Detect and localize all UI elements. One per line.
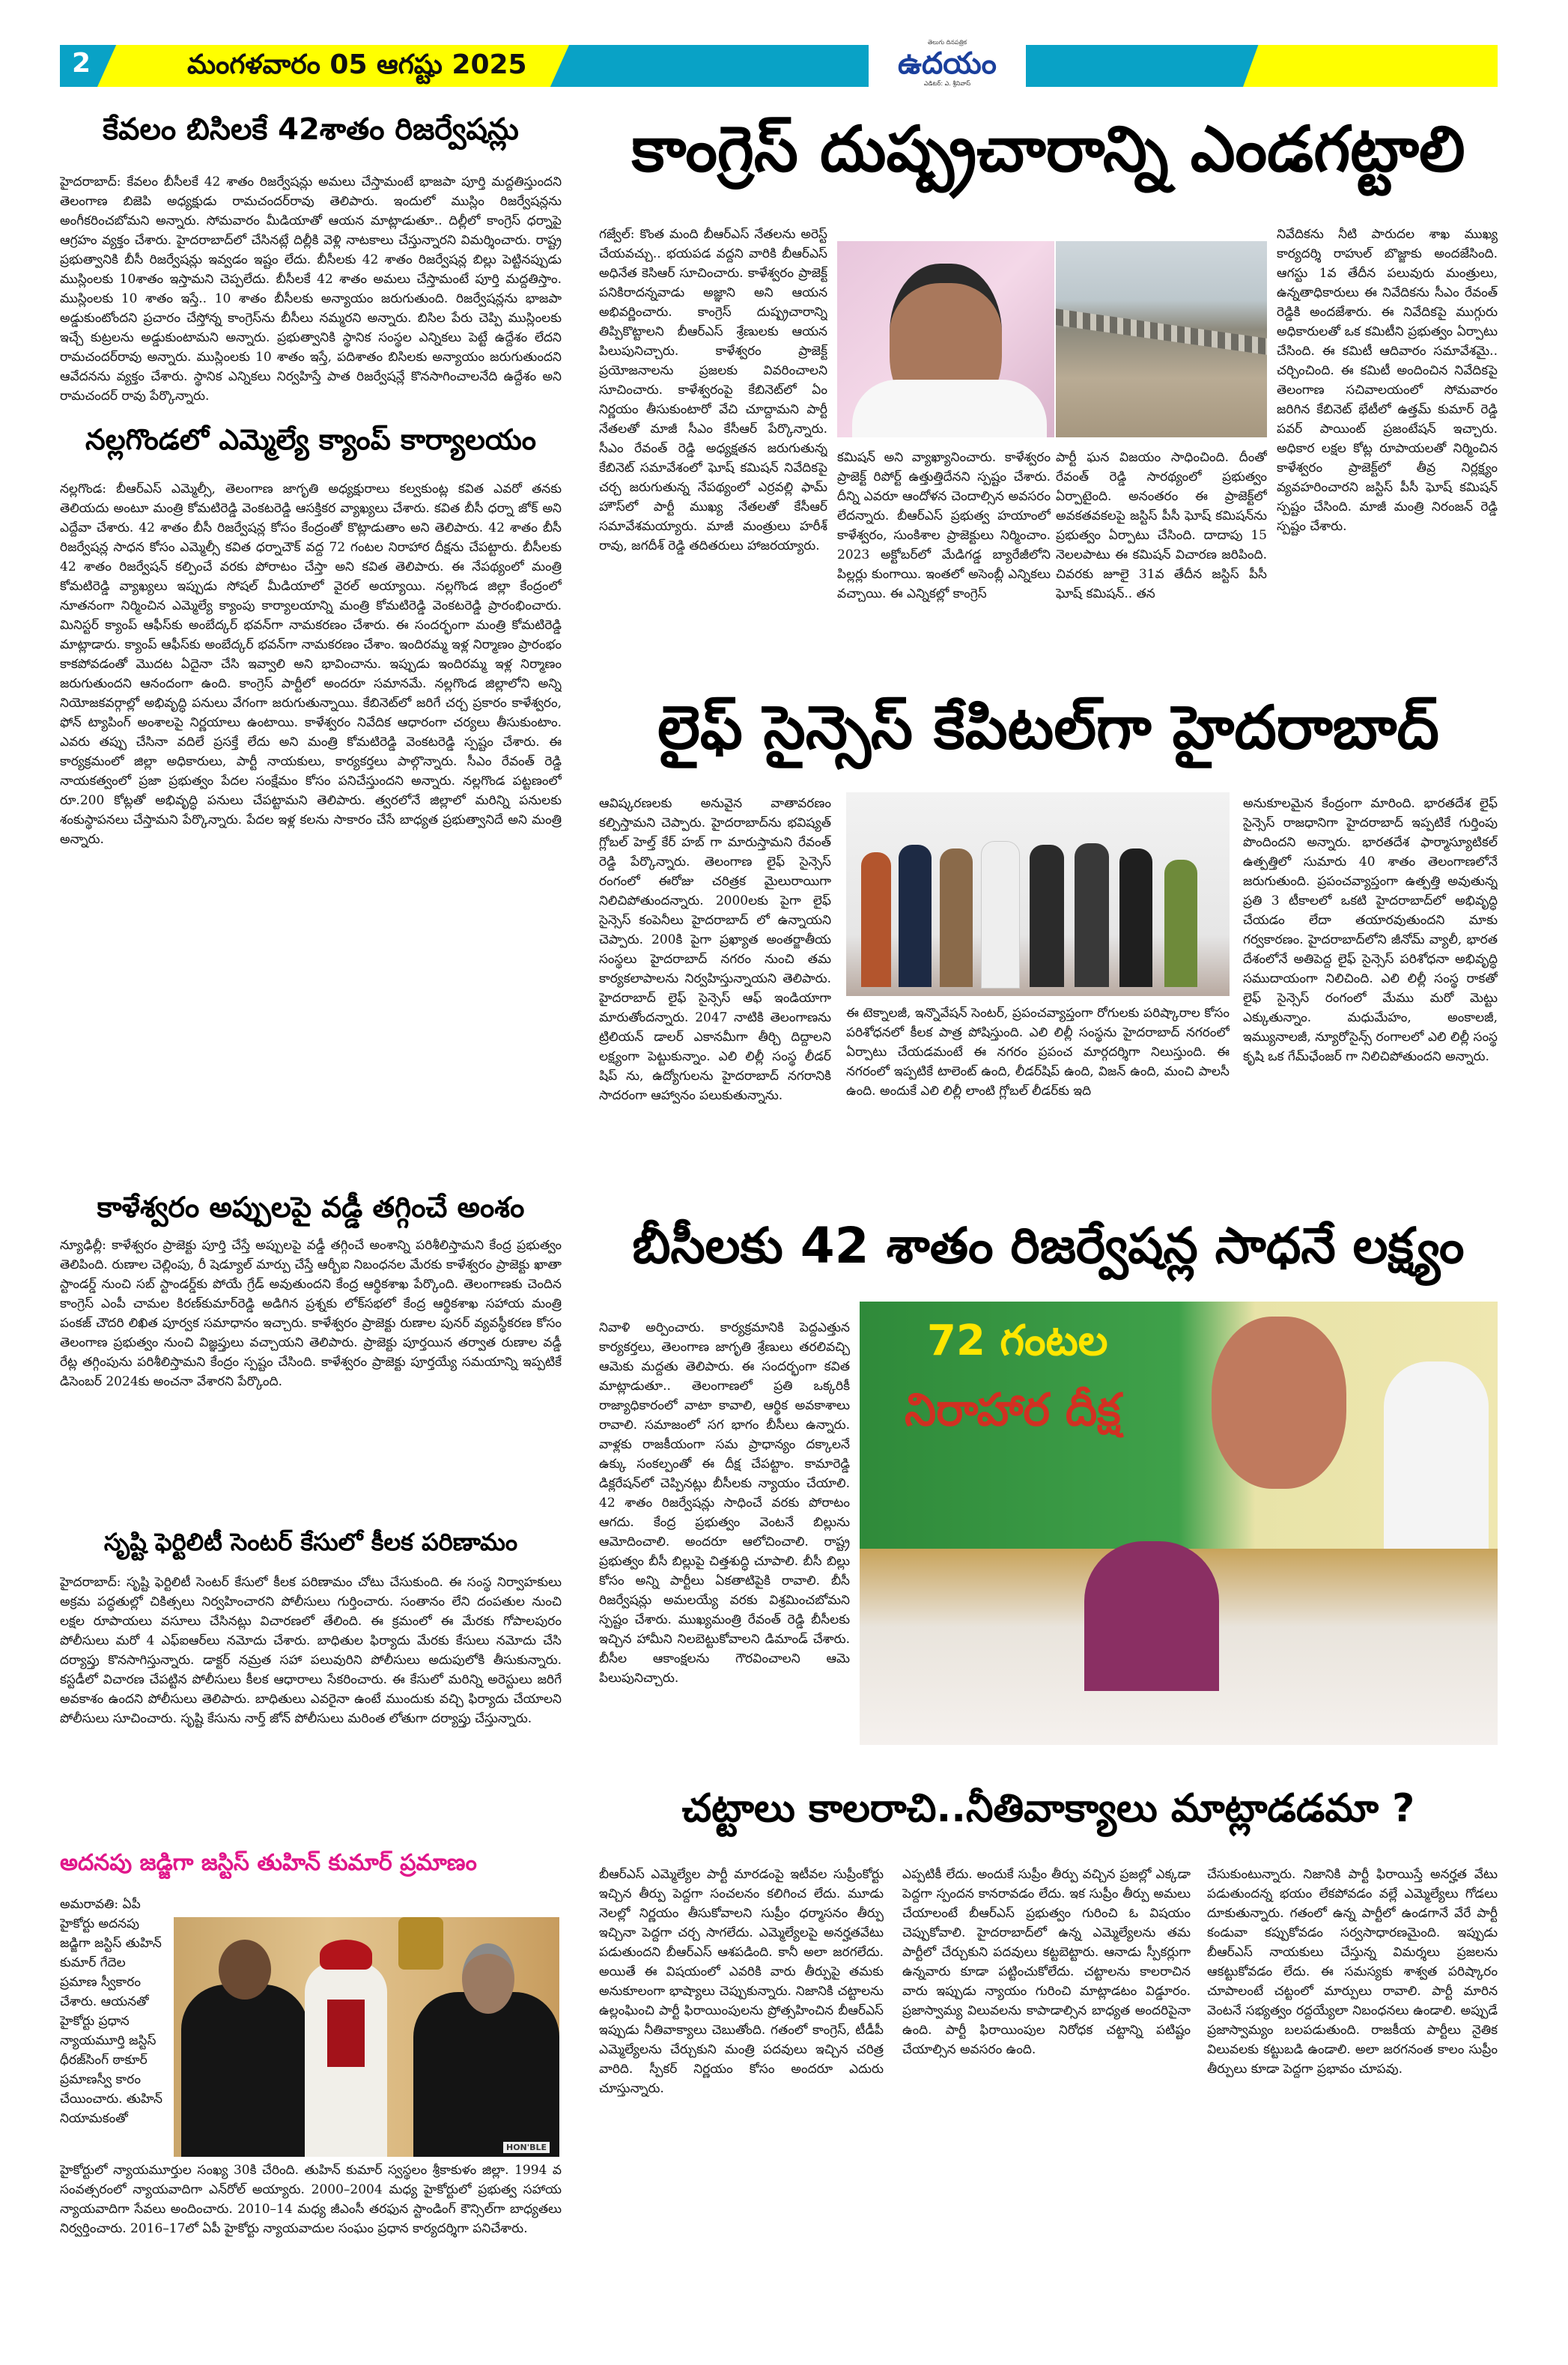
page-number: 2 (72, 48, 91, 79)
newspaper-logo (869, 37, 1026, 93)
article-nalgonda-body: నల్లగొండ: బీఆర్‌ఎస్ ఎమ్మెల్సీ, తెలంగాణ జాగృతి అధ్యక్షురాలు కల్వకుంట్ల కవిత ఎవరో తనకు తెలియదు అంటూ మంత్రి కోమటిరెడ్డి వెంకటరెడ్డి ఆసక్తికర వ్యాఖ్యలు చేశారు. కవిత బీసీ ధర్నా జోక్ అని ఎద్దేవా చేశారు. 42 శాతం బీసీ రిజర్వేషన్ల కోసం కేంద్రంతో కొట్లాడుతాం అని తెలిపారు. 42 శాతం బీసీ రిజర్వేషన్ల సాధన కోసం ఎమ్మెల్సీ కవిత ధర్నాచౌక్ వద్ద 72 గంటల నిరాహార దీక్షను చేపట్టారు. బీసీలకు 42 శాతం రిజర్వేషన్ కల్పించే వరకు పోరాటం చేస్తా అని కవిత తెలిపారు. ఈ నేపథ్యంలో మంత్రి కోమటిరెడ్డి వ్యాఖ్యలు ఇప్పుడు సోషల్ మీడియాలో వైరల్ అయ్యాయి. నల్లగొండ జిల్లా కేంద్రంలో నూతనంగా నిర్మించిన ఎమ్మెల్యే క్యాంపు కార్యాలయాన్ని మంత్రి కోమటిరెడ్డి వెంకటరెడ్డి ప్రారంభించారు. మినిస్టర్ క్యాంప్ ఆఫీస్‌కు అంబేద్కర్ భవన్‌గా నామకరణం చేశారు. ఈ సందర్భంగా మంత్రి కోమటిరెడ్డి మాట్లాడారు. క్యాంప్ ఆఫీస్‌కు అంబేద్కర్ భవన్‌గా నామకరణం చేశాం. ఇందిరమ్మ ఇళ్ల నిర్మాణం ప్రారంభం కాకపోవడంతో మొదట ఏదైనా చేసి ఇవ్వాలి అని భావించాను. ఇప్పుడు ఇందిరమ్మ ఇళ్ల నిర్మాణం జరుగుతుందని ఆనందంగా ఉంది. కాంగ్రెస్ పార్టీలో అందరూ సమానమే. నల్లగొండ జిల్లాలోని అన్ని నియోజకవర్గాల్లో అభివృద్ధి పనులు వేగంగా జరుగుతున్నాయి. కేబినెట్‌లో జరిగే చర్చ ప్రకారం కాళేశ్వరం, ఫోన్ ట్యాపింగ్ అంశాలపై నిర్ణయాలు ఉంటాయి. కాళేశ్వరం నివేదిక ఆధారంగా చర్యలు తీసుకుంటాం. ఎవరు తప్పు చేసినా వదిలే ప్రసక్తే లేదు అని మంత్రి కోమటిరెడ్డి వెంకటరెడ్డి స్పష్టం చేశారు. ఈ కార్యక్రమంలో జిల్లా అధికారులు, పార్టీ నాయకులు, కార్యకర్తలు పాల్గొన్నారు. సీఎం రేవంత్ రెడ్డి నాయకత్వంలో ప్రజా ప్రభుత్వం పేదల సంక్షేమం కోసం పనిచేస్తుందని అన్నారు. నల్లగొండ పట్టణంలో రూ.200 కోట్లతో అభివృద్ధి పనులు చేపట్టామని తెలిపారు. త్వరలోనే జిల్లాలో మరిన్ని పనులకు శంకుస్థాపనలు చేస్తామని పేర్కొన్నారు. పేదల ఇళ్ల కలను సాకారం చేసే బాధ్యత ప్రభుత్వానిదే అని మంత్రి అన్నారు. (60, 482, 562, 847)
person-1 (861, 852, 891, 987)
masthead-right-strip (1243, 45, 1498, 87)
kavitha-seated-figure (1084, 1541, 1219, 1691)
barrage-structure (1056, 309, 1267, 355)
life-sciences-col2: ఈ టెక్నాలజీ, ఇన్నొవేషన్ సెంటర్, ప్రపంచవ్యాప్తంగా రోగులకు పరిష్కారాల కోసం పరిశోధనలో కీలక పాత్ర పోషిస్తుంది. ఎలి లిల్లీ సంస్థను హైదరాబాద్ నగరంలో ఏర్పాటు చేయడమంటే ఈ నగరం ప్రపంచ మార్గదర్శిగా నిలుస్తుంది. ఈ నగరంలో ఇప్పటికే టాలెంట్ ఉంది, లీడర్‌షిప్ ఉంది, విజన్ ఉంది, మంచి పాలసీ ఉంది. అందుకే ఎలి లిల్లీ లాంటి గ్లోబల్ లీడర్‌కు ఇది (846, 1006, 1230, 1099)
judge-left-figure (181, 1985, 309, 2157)
article-tuhin-caption: అమరావతి: ఏపీ హైకోర్టు అదనపు జడ్జిగా జస్టిస్ తుహిన్ కుమార్ గేదెల ప్రమాణ స్వీకారం చేశారు. ఆయనతో హైకోర్టు ప్రధాన న్యాయమూర్తి జస్టిస్ ధీరజ్‌సింగ్ ఠాకూర్ ప్రమాణస్వీ కారం చేయించారు. తుహిన్ నియామకంతో (60, 1897, 162, 2126)
headline-bc-42-percent: కేవలం బిసిలకే 42శాతం రిజర్వేషన్లు (103, 112, 519, 147)
eli-lilly-event-photo (846, 792, 1230, 996)
chief-justice-head (462, 1943, 514, 2014)
person-4-cm (981, 841, 1020, 989)
headline-justice-tuhin-kumar: అదనపు జడ్జిగా జస్టిస్ తుహిన్ కుమార్ ప్రమాణం (60, 1850, 477, 1876)
nameplate-text: HON'BLE (503, 2142, 550, 2153)
person-2 (899, 845, 932, 987)
editorial-col2: ఎప్పటికీ లేదు. అందుకే సుప్రీం తీర్పు వచ్చిన ప్రజల్లో ఎక్కడా పెద్దగా స్పందన కానరావడం లేదు. ఇక సుప్రీం తీర్పు అమలు చేయాలంటే బీఆర్‌ఎస్ ప్రభుత్వం గురించి ఓ విషయం చెప్పుకోవాలి. హైదరాబాద్‌లో ఉన్న ఎమ్మెల్యేలను తమ పార్టీలో చేర్చుకుని పదవులు కట్టబెట్టారు. ఆనాడు స్పీకర్లుగా ఉన్నవారు కూడా పట్టించుకోలేదు. చట్టాలను కాలరాచిన వారు ఇప్పుడు న్యాయం గురించి మాట్లాడటం విడ్డూరం. ప్రజాస్వామ్య విలువలను కాపాడాల్సిన బాధ్యత అందరిపైనా ఉంది. పార్టీ ఫిరాయింపుల నిరోధక చట్టాన్ని పటిష్టం చేయాల్సిన అవసరం ఉంది. (902, 1867, 1191, 2057)
headline-laws-editorial: చట్టాలు కాలరాచి..నీతివాక్యాలు మాట్లాడడమా ? (681, 1786, 1415, 1831)
person-6 (1075, 843, 1109, 987)
person-7 (1119, 848, 1152, 987)
person-3 (940, 848, 973, 987)
judge-left-head (219, 1940, 271, 2000)
state-emblem (398, 1917, 443, 1970)
attendant-turban (320, 1940, 372, 1970)
headline-nalgonda-camp-office: నల్లగొండలో ఎమ్మెల్యే క్యాంప్ కార్యాలయం (85, 423, 536, 456)
headline-srushti-fertility: సృష్టి ఫెర్టిలిటీ సెంటర్ కేసులో కీలక పరిణామం (103, 1528, 518, 1556)
logo-editor: ఎడిటర్: ఎ. శ్రీనివాస్ (923, 80, 971, 87)
medigadda-barrage-photo (1056, 241, 1267, 437)
headline-bc-reservations-goal: బీసీలకు 42 శాతం రిజర్వేషన్ల సాధనే లక్ష్యం (632, 1217, 1465, 1275)
lead-body-col2: కమిషన్ అని వ్యాఖ్యానించారు. కాళేశ్వరం ప్రాజెక్ట్ రిపోర్ట్ ఉత్తుత్తిదేనని స్పష్టం చేశారు. దీన్ని ఎవరూ ఆందోళన చెందాల్సిన అవసరం లేదన్నారు. బీఆర్‌ఎస్ ప్రభుత్వ హయాంలో కాళేశ్వరం, సుంకిశాల ప్రాజెక్టులు నిర్మించాం. 2023 అక్టోబర్‌లో మేడిగడ్డ బ్యారేజీలోని పిల్లర్లు కుంగాయి. ఇంతలో అసెంబ్లీ ఎన్నికలు వచ్చాయి. ఈ ఎన్నికల్లో కాంగ్రెస్ (837, 450, 1051, 601)
logo-name: ఉదయం (898, 46, 997, 81)
issue-date: మంగళవారం 05 ఆగష్టు 2025 (187, 49, 527, 80)
kavitha-deeksha-photo (860, 1302, 1498, 1745)
attendant-sash (327, 2000, 365, 2067)
kcr-photo (837, 241, 1054, 437)
kcr-white-shirt (852, 380, 1047, 437)
editorial-col3: చేసుకుంటున్నారు. నిజానికి పార్టీ ఫిరాయిస్తే అనర్హత వేటు పడుతుందన్న భయం లేకపోవడం వల్లే ఎమ్మెల్యేలు గోడలు దూకుతున్నారు. గతంలో ఉన్న పార్టీలో ఉండగానే వేరే పార్టీ కండువా కప్పుకోవడం సర్వసాధారణమైంది. ఇప్పుడు బీఆర్‌ఎస్ నాయకులు చేస్తున్న విమర్శలు ప్రజలను ఆకట్టుకోవడం లేదు. ఈ సమస్యకు శాశ్వత పరిష్కారం చూపాలంటే చట్టంలో మార్పులు రావాలి. పార్టీ మారిన వెంటనే సభ్యత్వం రద్దయ్యేలా నిబంధనలు ఉండాలి. అప్పుడే ప్రజాస్వామ్యం బలపడుతుంది. రాజకీయ పార్టీలు నైతిక విలువలకు కట్టుబడి ఉండాలి. అలా జరగనంత కాలం సుప్రీం తీర్పులు కూడా పెద్దగా ప్రభావం చూపవు. (1207, 1867, 1498, 2077)
person-5 (1030, 845, 1064, 987)
headline-life-sciences: లైఫ్ సైన్సెస్ కేపిటల్‌గా హైదరాబాద్ (657, 693, 1439, 762)
swearing-in-photo (174, 1917, 559, 2157)
article-kaleshwaram-body: న్యూఢిల్లీ: కాళేశ్వరం ప్రాజెక్టు పూర్తి చేస్తే అప్పులపై వడ్డీ తగ్గించే అంశాన్ని పరిశీలిస్తామని కేంద్ర ప్రభుత్వం తెలిపింది. రుణాల చెల్లింపు, రీ షెడ్యూల్ మార్పు చేస్తే ఆర్బీఐ నిబంధనల మేరకు కాళేశ్వరం ప్రాజెక్టు ఖాతా స్టాండర్డ్ నుంచి సబ్ స్టాండర్డ్‌కు పోయే గ్రేడ్ అవుతుందని కేంద్ర ఆర్థికశాఖ పేర్కొంది. తెలంగాణకు చెందిన కాంగ్రెస్ ఎంపీ చామల కిరణ్‌కుమార్‌రెడ్డి అడిగిన ప్రశ్నకు లోక్‌సభలో కేంద్ర ఆర్థికశాఖ సహాయ మంత్రి పంకజ్ చౌదరి లిఖిత పూర్వక సమాధానం ఇచ్చారు. కాళేశ్వరం ప్రాజెక్టు రుణాల పునర్ వ్యవస్థీకరణ కోసం తెలంగాణ ప్రభుత్వం నుంచి విజ్ఞప్తులు వచ్చాయని తెలిపారు. ప్రాజెక్టు పూర్తయిన తర్వాత రుణాల వడ్డీ రేట్ల తగ్గింపును పరిశీలిస్తామని కేంద్రం స్పష్టం చేసింది. కాళేశ్వరం ప్రాజెక్టు పూర్తయ్యే సమయాన్ని ఇప్పటికే డిసెంబర్ 2024కు అంచనా వేశారని పేర్కొంది. (60, 1238, 562, 1389)
logo-tagline: తెలుగు దినపత్రిక (927, 39, 967, 46)
life-sciences-col1: ఆవిష్కరణలకు అనువైన వాతావరణం కల్పిస్తామని చెప్పారు. హైదరాబాద్‌ను భవిష్యత్ గ్లోబల్ హెల్త్ కేర్ హబ్ గా మారుస్తామని రేవంత్ రెడ్డి పేర్కొన్నారు. తెలంగాణ లైఫ్ సైన్సెస్ రంగంలో ఈరోజు చరిత్రక మైలురాయిగా నిలిచిపోతుందన్నారు. 2000లకు పైగా లైఫ్ సైన్సెస్ కంపెనీలు హైదరాబాద్ లో ఉన్నాయని చెప్పారు. 200కి పైగా ప్రఖ్యాత అంతర్జాతీయ సంస్థలు హైదరాబాద్ నగరం నుంచి తమ కార్యకలాపాలను నిర్వహిస్తున్నాయని తెలిపారు. హైదరాబాద్ లైఫ్ సైన్సెస్ ఆఫ్ ఇండియాగా మారుతోందన్నారు. 2047 నాటికి తెలంగాణను ట్రిలియన్ డాలర్ ఎకానమీగా తీర్చి దిద్దాలని లక్ష్యంగా పెట్టుకున్నాం. ఎలి లిల్లీ సంస్థ లీడర్ షిప్ ను, ఉద్యోగులను హైదరాబాద్ నగరానికి సాదరంగా ఆహ్వానం పలుకుతున్నాను. (599, 796, 831, 1103)
kavitha-banner-figure (1212, 1317, 1346, 1489)
editorial-col1: బీఆర్‌ఎస్ ఎమ్మెల్యేల పార్టీ మారడంపై ఇటీవల సుప్రీంకోర్టు ఇచ్చిన తీర్పు పెద్దగా సంచలనం కలిగించ లేదు. మూడు నెలల్లో నిర్ణయం తీసుకోవాలని సుప్రీం ధర్మాసనం తీర్పు ఇచ్చినా పెద్దగా చర్చ సాగలేదు. ఎమ్మెల్యేలపై అనర్హతవేటు పడుతుందని బీఆర్‌ఎస్ ఆశపడింది. కానీ అలా జరగలేదు. అయితే ఈ విషయంలో ఎవరికి వారు తీర్పుపై తమకు అనుకూలంగా భాష్యాలు చెప్పుకున్నారు. నిజానికి చట్టాలను ఉల్లంఘించి పార్టీ ఫిరాయింపులను ప్రోత్సహించిన బీఆర్‌ఎస్ ఇప్పుడు నీతివాక్యాలు చెబుతోంది. గతంలో కాంగ్రెస్, టీడీపీ ఎమ్మెల్యేలను చేర్చుకుని మంత్రి పదవులు ఇచ్చిన చరిత్ర వారిది. స్పీకర్ నిర్ణయం కోసం అందరూ ఎదురు చూస్తున్నారు. (599, 1867, 884, 2096)
lead-body-col3: పార్టీ ఘన విజయం సాధించింది. దీంతో రేవంత్ రెడ్డి సారథ్యంలో ప్రభుత్వం ఏర్పాటైంది. అనంతరం ఈ ప్రాజెక్ట్‌లో అవకతవకలపై జస్టిస్ పీసీ ఘోష్ కమిషన్‌ను ప్రభుత్వం ఏర్పాటు చేసింది. దాదాపు 15 నెలలపాటు ఈ కమిషన్ విచారణ జరిపింది. చివరకు జూలై 31వ తేదీన జస్టిస్ పీసీ ఘోష్ కమిషన్.. తన (1056, 450, 1267, 601)
life-sciences-col3: అనుకూలమైన కేంద్రంగా మారింది. భారతదేశ లైఫ్ సైన్సెస్ రాజధానిగా హైదరాబాద్ ఇప్పటికే గుర్తింపు పొందిందని అన్నారు. భారతదేశ ఫార్మాస్యూటికల్ ఉత్పత్తిలో సుమారు 40 శాతం తెలంగాణలోనే జరుగుతుంది. ప్రపంచవ్యాప్తంగా ఉత్పత్తి అవుతున్న ప్రతి 3 టీకాలలో ఒకటి హైదరాబాద్‌లో అభివృద్ధి చేయడం లేదా తయారవుతుందని మాకు గర్వకారణం. హైదరాబాద్‌లోని జీనోమ్ వ్యాలీ, భారత దేశంలోనే అతిపెద్ద లైఫ్ సైన్సెస్ పరిశోధనా అభివృద్ధి సముదాయంగా నిలిచింది. ఎలి లిల్లీ సంస్థ రాకతో లైఫ్ సైన్సెస్ రంగంలో మేము మరో మెట్టు ఎక్కుతున్నాం. మధుమేహం, అంకాలజీ, ఇమ్యునాలజీ, న్యూరోసైన్స్ రంగాలలో ఎలి లిల్లీ సంస్థ కృషి ఒక గేమ్‌ఛేంజర్ గా నిలిచిపోతుందని అన్నారు. (1243, 796, 1498, 1064)
lead-body-col4: నివేదికను నీటి పారుదల శాఖ ముఖ్య కార్యదర్శి రాహుల్ బొజ్జాకు అందజేసింది. ఆగస్టు 1వ తేదీన పలువురు మంత్రులు, ఉన్నతాధికారులు ఈ నివేదికను సీఎం రేవంత్ రెడ్డికి అందజేశారు. ఈ నివేదికపై ముగ్గురు అధికారులతో ఒక కమిటీని ప్రభుత్వం ఏర్పాటు చేసింది. ఈ కమిటీ ఆదివారం సమావేశమై.. చర్చించింది. ఈ కమిటీ అందించిన నివేదికపై తెలంగాణ సచివాలయంలో సోమవారం జరిగిన కేబినెట్ భేటీలో ఉత్తమ్ కుమార్ రెడ్డి పవర్ పాయింట్ ప్రజంటేషన్ ఇచ్చారు. అధికార లక్షల కోట్ల రూపాయలతో నిర్మించిన కాళేశ్వరం ప్రాజెక్ట్‌లో తీవ్ర నిర్లక్ష్యం వ్యవహరించారని జస్టిస్ పీసీ ఘోష్ కమిషన్ స్పష్టం చేసింది. మాజీ మంత్రి నిరంజన్ రెడ్డి స్పష్టం చేశారు. (1277, 227, 1498, 534)
chief-justice-figure (413, 1992, 559, 2157)
bc-reservations-body: నివాళి అర్పించారు. కార్యక్రమానికి పెద్దఎత్తున కార్యకర్తలు, తెలంగాణ జాగృతి శ్రేణులు తరలివచ్చి ఆమెకు మద్దతు తెలిపారు. ఈ సందర్భంగా కవిత మాట్లాడుతూ.. తెలంగాణలో ప్రతి ఒక్కరికీ రాజ్యాధికారంలో వాటా కావాలి, ఆర్థిక అవకాశాలు రావాలి. సమాజంలో సగ భాగం బీసీలు ఉన్నారు. వాళ్లకు రాజకీయంగా సమ ప్రాధాన్యం దక్కాలనే ఉక్కు సంకల్పంతో ఈ దీక్ష చేపట్టాం. కామారెడ్డి డిక్లరేషన్‌లో చెప్పినట్లు బీసీలకు న్యాయం చేయాలి. 42 శాతం రిజర్వేషన్లు సాధించే వరకు పోరాటం ఆగదు. కేంద్ర ప్రభుత్వం వెంటనే బిల్లును ఆమోదించాలి. అందరూ ఆలోచించాలి. రాష్ట్ర ప్రభుత్వం బీసీ బిల్లుపై చిత్తశుద్ధి చూపాలి. బీసీ బిల్లు కోసం అన్ని పార్టీలు ఏకతాటిపైకి రావాలి. బీసీ రిజర్వేషన్లు అమలయ్యే వరకు విశ్రమించబోమని స్పష్టం చేశారు. ముఖ్యమంత్రి రేవంత్ రెడ్డి బీసీలకు ఇచ్చిన హామీని నిలబెట్టుకోవాలని డిమాండ్ చేశారు. బీసీల ఆకాంక్షలను గౌరవించాలని ఆమె పిలుపునిచ్చారు. (599, 1320, 850, 1686)
article-srushti-body: హైదరాబాద్: సృష్టి ఫెర్టిలిటీ సెంటర్ కేసులో కీలక పరిణామం చోటు చేసుకుంది. ఈ సంస్థ నిర్వాహకులు అక్రమ పద్ధతుల్లో చికిత్సలు నిర్వహించారని పోలీసులు గుర్తించారు. సంతానం లేని దంపతుల నుంచి లక్షల రూపాయలు వసూలు చేసినట్లు విచారణలో తేలింది. ఈ క్రమంలో ఈ మేరకు గోపాలపురం పోలీసులు మరో 4 ఎఫ్‌ఐఆర్‌లు నమోదు చేశారు. బాధితుల ఫిర్యాదు మేరకు కేసులు నమోదు చేసి దర్యాప్తు కొనసాగిస్తున్నారు. డాక్టర్ నమ్రత సహా పలువురిని పోలీసులు అదుపులోకి తీసుకున్నారు. కస్టడీలో విచారణ చేపట్టిన పోలీసులు కీలక ఆధారాలు సేకరించారు. ఈ కేసులో మరిన్ని అరెస్టులు జరిగే అవకాశం ఉందని పోలీసులు తెలిపారు. బాధితులు ఎవరైనా ఉంటే ముందుకు వచ్చి ఫిర్యాదు చేయాలని పోలీసులు సూచించారు. సృష్టి కేసును నార్త్ జోన్ పోలీసులు మరింత లోతుగా దర్యాప్తు చేస్తున్నారు. (60, 1575, 562, 1726)
banner-hunger-strike: నిరాహార దీక్ష (905, 1384, 1121, 1436)
person-8 (1164, 860, 1197, 987)
headline-congress-propaganda: కాంగ్రెస్ దుష్ప్రచారాన్ని ఎండగట్టాలి (631, 112, 1465, 186)
headline-kaleshwaram-interest: కాళేశ్వరం అప్పులపై వడ్డీ తగ్గించే అంశం (97, 1191, 525, 1224)
article-tuhin-body: హైకోర్టులో న్యాయమూర్తుల సంఖ్య 30కి చేరింది. తుహిన్ కుమార్ స్వస్థలం శ్రీకాకుళం జిల్లా. 1994 వ సంవత్సరంలో న్యాయవాదిగా ఎన్‌రోల్ అయ్యారు. 2000–2004 మధ్య హైకోర్టులో ప్రభుత్వ సహాయ న్యాయవాదిగా సేవలు అందించారు. 2010–14 మధ్య జీఎంసీ తరఫున స్టాండింగ్ కౌన్సిల్‌గా బాధ్యతలు నిర్వర్తించారు. 2016–17లో ఏపీ హైకోర్టు న్యాయవాదుల సంఘం ప్రధాన కార్యదర్శిగా పనిచేశారు. (60, 2163, 562, 2236)
lead-body-col1: గజ్వేల్: కొంత మంది బీఆర్‌ఎస్ నేతలను అరెస్ట్ చేయవచ్చు.. భయపడ వద్దని వారికి బీఆర్‌ఎస్ అధినేత కెసిఆర్ సూచించారు. కాళేశ్వరం ప్రాజెక్ట్ పనికిరాదన్నవాడు అజ్ఞాని అని ఆయన అభివర్ణించారు. కాంగ్రెస్ దుష్ప్రచారాన్ని తిప్పికొట్టాలని బీఆర్‌ఎస్ శ్రేణులకు ఆయన పిలుపునిచ్చారు. కాళేశ్వరం ప్రాజెక్ట్ ప్రయోజనాలను ప్రజలకు వివరించాలని సూచించారు. కాళేశ్వరంపై కేబినెట్‌లో ఏం నిర్ణయం తీసుకుంటారో వేచి చూద్దామని పార్టీ నేతలతో మాజీ సీఎం కేసీఆర్ పేర్కొన్నారు. సీఎం రేవంత్ రెడ్డి అధ్యక్షతన జరుగుతున్న కేబినెట్ సమావేశంలో ఘోష్ కమిషన్ నివేదికపై చర్చ జరుగుతున్న నేపథ్యంలో ఎర్రవల్లి ఫామ్ హౌస్‌లో పార్టీ ముఖ్య నేతలతో కేసీఆర్ సమావేశమయ్యారు. మాజీ మంత్రులు హరీశ్ రావు, జగదీశ్ రెడ్డి తదితరులు హాజరయ్యారు. (599, 227, 827, 553)
article-bc-42-percent-body: హైదరాబాద్: కేవలం బీసీలకే 42 శాతం రిజర్వేషన్లు అమలు చేస్తామంటే భాజపా పూర్తి మద్దతిస్తుందని తెలంగాణ బిజెపి అధ్యక్షుడు రామచందర్‌రావు తెలిపారు. ఇందులో ముస్లిం రిజర్వేషన్లను అంగీకరించబోమని అన్నారు. సోమవారం మీడియాతో ఆయన మాట్లాడుతూ.. దిల్లీలో కాంగ్రెస్ ధర్నాపై ఆగ్రహం వ్యక్తం చేశారు. హైదరాబాద్‌లో చేసినట్లే దిల్లీకి వెళ్లి నాటకాలు చేస్తున్నారని విమర్శించారు. రాష్ట్ర ప్రభుత్వానికి బీసీ రిజర్వేషన్లు ఇవ్వడం ఇష్టం లేదు. బీసీలకు 42 శాతం రిజర్వేషన్ల బిల్లు పెట్టినప్పుడు ముస్లింలకు 10శాతం ఇస్తామని చెప్పలేదు. బీసీలకే 42 శాతం అమలు చేస్తామంటే పూర్తి మద్దతిస్తాం. ముస్లింలకు 10 శాతం ఇస్తే.. 10 శాతం బీసీలకు అన్యాయం జరుగుతుంది. రిజర్వేషన్లను భాజపా అడ్డుకుంటోందని ప్రచారం చేస్తోన్న కాంగ్రెస్‌ను బీసీలు నమ్మరని అన్నారు. బిసిల పేరు చెప్పి ముస్లింలకు ఇచ్చే కుట్రలను అడ్డుకుంటామని అన్నారు. ప్రభుత్వానికి స్థానిక సంస్థల ఎన్నికలు పెట్టే ఉద్దేశం లేదని రామచందర్‌రావు అన్నారు. ముస్లింలకు 10 శాతం ఇస్తే, పదిశాతం బిసిలకు అన్యాయం జరుగుతుందని ఆవేదనను వ్యక్తం చేశారు. స్థానిక ఎన్నికలు నిర్వహిస్తే పాత రిజర్వేషన్లే కొనసాగించాలనేది ఉద్దేశం అని రామచందర్ రావు పేర్కొన్నారు. (60, 174, 562, 404)
banner-72-hours: 72 గంటల (927, 1317, 1108, 1365)
